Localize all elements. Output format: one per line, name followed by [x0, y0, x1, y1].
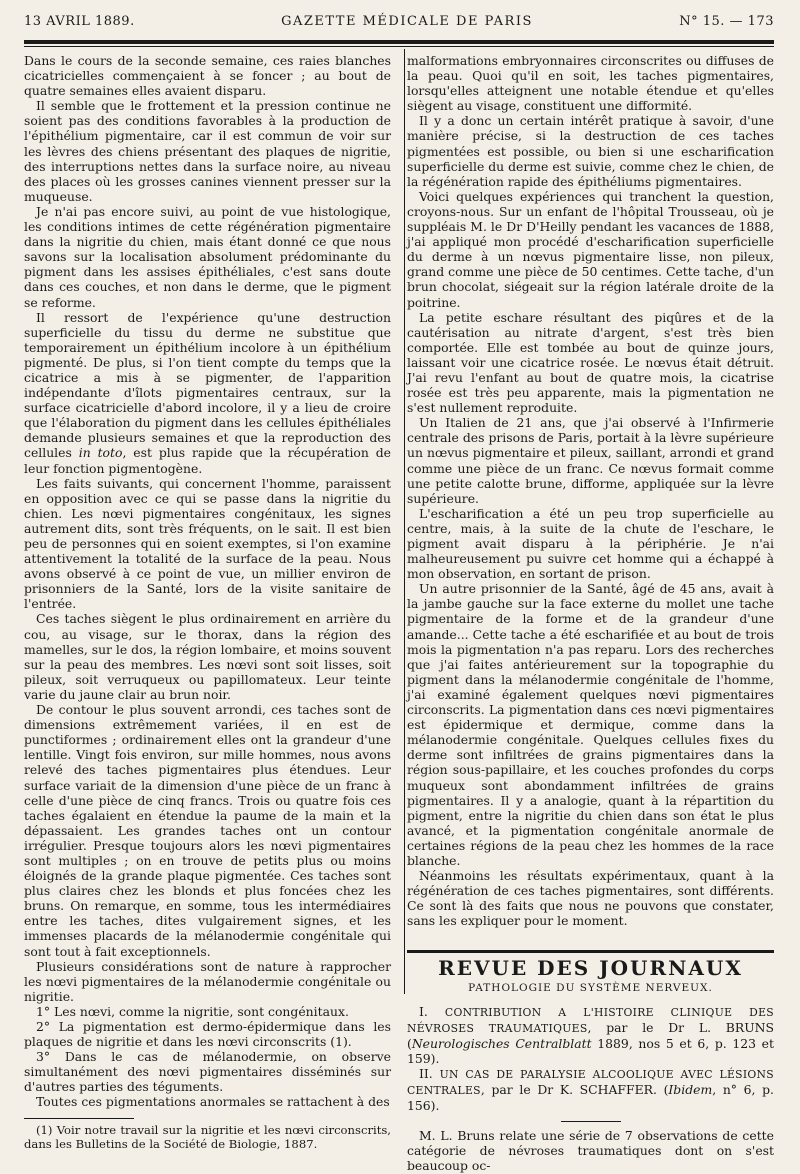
paragraph: Voici quelques expériences qui tranchent la question, croyons-nous. Sur un enfant de l'hôpital Trousseau, où je suppléais M. le Dr D'Heilly pendant les vacances de 1888, j'ai appliqué mon procédé d'escharification superficielle du derme à un nœvus pigmentaire lisse, non pileux, grand comme une pièce de 50 centimes. Cette tache, d'un brun chocolat, siégeait sur la région latérale droite de la poitrine.	[407, 188, 774, 310]
issue-date: 13 AVRIL 1889.	[24, 14, 135, 29]
right-column	[407, 53, 774, 1174]
paragraph: Néanmoins les résultats expérimentaux, quant à la régénération de ces taches pigmentaires, sont différents. Ce sont là des faits que nous ne pouvons que constater, sans les expliquer pour le moment.	[407, 868, 774, 929]
paragraph: Plusieurs considérations sont de nature à rapprocher les nœvi pigmentaires de la mélanodermie congénitale ou nigritie.	[24, 958, 391, 1004]
paragraph: Toutes ces pigmentations anormales se rattachent à des	[36, 1094, 390, 1110]
text-run: , est plus rapide que la récupération de leur fonction pigmentogène.	[24, 445, 391, 476]
paragraph: La petite eschare résultant des piqûres et de la cautérisation au nitrate d'argent, s'est très bien comportée. Elle est tombée au bout de quinze jours, laissant voir une cicatrice rosée. Le nœvus était détruit. J'ai revu l'enfant au bout de quatre mois, la cicatrise rosée est très peu apparente, mais la pigmentation ne s'est nullement reproduite.	[407, 309, 774, 416]
section-subtitle: PATHOLOGIE DU SYSTÈME NERVEUX.	[468, 981, 713, 994]
paragraph: Ces taches siègent le plus ordinairement en arrière du cou, au visage, sur le thorax, dans la région des mamelles, sur le dos, la région lombaire, et moins souvent sur la peau des membres. Les nœvi sont soit lisses, soit pileux, soit verruqueux ou papillomateux. Leur teinte varie du jaune clair au brun noir.	[24, 611, 391, 702]
left-column	[24, 53, 391, 1174]
paragraph: M. L. Bruns relate une série de 7 observations de cette catégorie de névroses traumatiques dont on s'est beaucoup oc-	[407, 1128, 774, 1174]
paragraph: L'escharification a été un peu trop superficielle au centre, mais, à la suite de la chute de l'eschare, le pigment avait disparu à la périphérie. Je n'ai malheureusement pu suivre cet homme qui a échappé à mon observation, en sortant de prison.	[407, 505, 774, 582]
reference-details: 1889, nos 5 et 6, p. 123 et 159).	[407, 1035, 774, 1066]
reference-details: , n° 6, p. 156).	[407, 1082, 774, 1114]
reference-number: II.	[419, 1066, 433, 1081]
text-run: Il ressort de l'expérience qu'une destruction superficielle du tissu du derme ne substitue que temporairement un épithélium incolore à un épithélium pigmenté. De plus, si l'on tient compte du temps que la cicatrice a mis à se pigmenter, de l'apparition indépendante d'îlots pigmentaires centraux, sur la surface cicatricielle d'abord incolore, il y a lieu de croire que l'élaboration du pigment dans les cellules épithéliales demande plusieurs semaines et que la reproduction des cellules	[24, 309, 391, 461]
reference-number: I.	[419, 1003, 428, 1019]
reference-author: , par le Dr L. BRUNS (	[407, 1019, 774, 1051]
paragraph	[24, 310, 391, 476]
paragraph: De contour le plus souvent arrondi, ces taches sont de dimensions extrêmement variées, il en est de punctiformes ; ordinairement elles ont la grandeur d'une lentille. Vingt fois environ, sur mille hommes, nous avons relevé des taches pigmentaires plus étendues. Leur surface variait de la dimension d'une pièce de un franc à celle d'une pièce de cinq francs. Trois ou quatre fois ces taches égalaient en étendue la paume de la main et la dépassaient. Les grandes taches ont un contour irrégulier. Presque toujours alors les nœvi pigmentaires sont multiples ; on en trouve de petits plus ou moins éloignés de la grande plaque pigmentée. Ces taches sont plus claires chez les blonds et plus foncées chez les bruns. On remarque, en somme, tous les intermédiaires entre les taches, dites vulgairement signes, et les immenses placards de la mélanodermie congénitale qui sont tout à fait exceptionnels.	[24, 702, 391, 959]
reference-item	[407, 1066, 774, 1113]
issue-page-number: N° 15. — 173	[679, 14, 774, 29]
running-head	[24, 14, 774, 36]
journal-title: GAZETTE MÉDICALE DE PARIS	[281, 14, 533, 29]
list-item: 1° Les nœvi, comme la nigritie, sont congénitaux.	[36, 1003, 349, 1019]
italic-run: in toto	[78, 445, 123, 461]
reference-author: , par le Dr K. SCHAFFER. (	[480, 1082, 669, 1098]
paragraph: malformations embryonnaires circonscrites ou diffuses de la peau. Quoi qu'il en soit, les taches pigmentaires, lorsqu'elles atteignent une notable étendue et qu'elles siègent au visage, constituent une difformité.	[407, 53, 774, 114]
reference-rule	[561, 1121, 621, 1122]
reference-title: CONTRIBUTION A L'HISTOIRE CLINIQUE DES NÉVROSES TRAUMATIQUES	[407, 1005, 774, 1035]
paragraph: Un autre prisonnier de la Santé, âgé de 45 ans, avait à la jambe gauche sur la face externe du mollet une tache pigmentaire de la forme et de la grandeur d'une amande... Cette tache a été escharifiée et au bout de trois mois la pigmentation n'a pas reparu. Lors des recherches que j'ai faites antérieurement sur la topographie du pigment dans la mélanodermie congénitale de l'homme, j'ai examiné également quelques nœvi pigmentaires circonscrits. La pigmentation dans ces nœvi pigmentaires est épidermique et dermique, comme dans la mélanodermie congénitale. Quelques cellules fixes du derme sont infiltrées de grains pigmentaires dans la région sous-papillaire, et les couches profondes du corps muqueux sont abondamment infiltrées de grains pigmentaires. Il y a analogie, quant à la répartition du pigment, entre la nigritie du chien dans son état le plus avancé, et la pigmentation congénitale anormale de certaines régions de la peau chez les hommes de la race blanche.	[407, 581, 774, 868]
reference-title: UN CAS DE PARALYSIE ALCOOLIQUE AVEC LÉSIONS CENTRALES	[407, 1068, 774, 1098]
paragraph: Je n'ai pas encore suivi, au point de vue histologique, les conditions intimes de cette régénération pigmentaire dans la nigritie du chien, mais étant donné ce que nous savons sur la localisation absolument prédominante du pigment dans les assises épithéliales, c'est sans doute dans ces couches, et non dans le derme, que le pigment se reforme.	[24, 203, 391, 310]
journal-review-section	[407, 950, 774, 1173]
two-column-body	[24, 53, 774, 1174]
paragraph: Un Italien de 21 ans, que j'ai observé à l'Infirmerie centrale des prisons de Paris, portait à la lèvre supérieure un nœvus pigmentaire et pileux, saillant, arrondi et grand comme une pièce de un franc. Ce nœvus formait comme une petite calotte brune, difforme, appliquée sur la lèvre supérieure.	[407, 415, 774, 506]
paragraph: Il y a donc un certain intérêt pratique à savoir, d'une manière précise, si la destruction de ces taches pigmentées est possible, ou bien si une escharification superficielle du derme est suivie, comme chez le chien, de la régénération rapide des épithéliums pigmentaires.	[407, 113, 774, 189]
reference-journal: Ibidem	[668, 1082, 713, 1098]
header-rule-thin	[24, 46, 774, 47]
list-item: 2° La pigmentation est dermo-épidermique dans les plaques de nigritie et dans les nœvi circonscrits (1).	[24, 1019, 391, 1050]
paragraph: Dans le cours de la seconde semaine, ces raies blanches cicatricielles commençaient à se foncer ; au bout de quatre semaines elles avaient disparu.	[24, 53, 391, 99]
paragraph: Les faits suivants, qui concernent l'homme, paraissent en opposition avec ce qui se passe dans la nigritie du chien. Les nœvi pigmentaires congénitaux, les signes autrement dits, sont très fréquents, on le sait. Il est bien peu de personnes qui en soient exemptes, si l'on examine attentivement la totalité de la surface de la peau. Nous avons observé à ce point de vue, un millier environ de prisonniers de la Santé, lors de la visite sanitaire de l'entrée.	[24, 475, 391, 612]
column-divider	[404, 49, 405, 994]
reference-item	[407, 1004, 774, 1066]
paragraph: Il semble que le frottement et la pression continue ne soient pas des conditions favorables à la production de l'épithélium pigmentaire, car il est commun de voir sur les lèvres des chiens présentant des plaques de nigritie, des interruptions nettes dans la surface noire, au niveau des places où les grosses canines viennent presser sur la muqueuse.	[24, 98, 391, 204]
header-rule-thick	[24, 40, 774, 44]
section-title: REVUE DES JOURNAUX	[438, 956, 743, 981]
reference-journal: Neurologisches Centralblatt	[411, 1035, 592, 1051]
footnote: (1) Voir notre travail sur la nigritie et les nœvi circonscrits, dans les Bulletins de la Société de Biologie, 1887.	[24, 1122, 391, 1151]
list-item: 3° Dans le cas de mélanodermie, on observe simultanément des nœvi pigmentaires disséminés sur d'autres parties des téguments.	[24, 1049, 391, 1095]
footnote-rule	[24, 1118, 134, 1119]
